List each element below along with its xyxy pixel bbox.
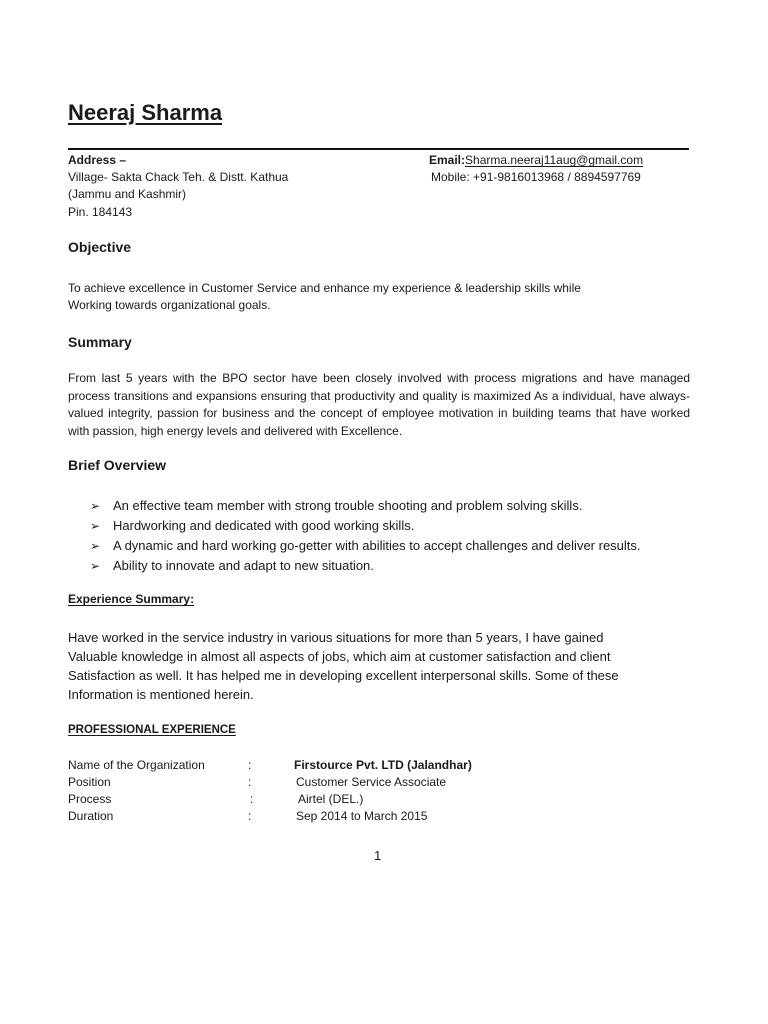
arrow-bullet-icon: ➢ xyxy=(90,499,101,513)
row-colon: : xyxy=(248,758,252,772)
list-item xyxy=(90,496,641,516)
row-colon: : xyxy=(248,775,252,789)
overview-list xyxy=(90,496,641,576)
list-item xyxy=(90,556,641,576)
professional-experience-heading: PROFESSIONAL EXPERIENCE xyxy=(68,724,236,736)
address-label: Address – xyxy=(68,153,127,167)
row-value: Customer Service Associate xyxy=(296,775,447,789)
address-line-1: Village- Sakta Chack Teh. & Distt. Kathua xyxy=(68,170,289,184)
row-colon: : xyxy=(250,792,254,806)
list-item xyxy=(90,516,641,536)
row-label: Duration xyxy=(68,809,114,823)
overview-item-text: A dynamic and hard working go-getter with abilities to accept challenges and deliver results. xyxy=(113,538,641,553)
objective-line-2: Working towards organizational goals. xyxy=(68,298,271,312)
overview-item-text: Hardworking and dedicated with good working skills. xyxy=(113,518,415,533)
summary-heading: Summary xyxy=(68,334,132,350)
objective-heading: Objective xyxy=(68,239,132,255)
email-link[interactable]: Sharma.neeraj11aug@gmail.com xyxy=(465,153,644,167)
experience-summary-heading: Experience Summary: xyxy=(68,592,195,606)
overview-item-text: Ability to innovate and adapt to new situation. xyxy=(113,558,374,573)
email-row xyxy=(429,152,643,169)
row-value: Airtel (DEL.) xyxy=(298,792,364,806)
overview-heading: Brief Overview xyxy=(68,457,167,473)
experience-line: Have worked in the service industry in various situations for more than 5 years, I have gained xyxy=(68,630,604,645)
row-label: Process xyxy=(68,792,112,806)
row-value: Sep 2014 to March 2015 xyxy=(296,809,428,823)
experience-line: Valuable knowledge in almost all aspects of jobs, which aim at customer satisfaction and client xyxy=(68,649,611,664)
overview-item-text: An effective team member with strong trouble shooting and problem solving skills. xyxy=(113,498,583,513)
objective-line-1: To achieve excellence in Customer Service and enhance my experience & leadership skills while xyxy=(68,281,581,295)
candidate-name: Neeraj Sharma xyxy=(68,100,223,125)
address-line-2: (Jammu and Kashmir) xyxy=(68,187,187,201)
arrow-bullet-icon: ➢ xyxy=(90,539,101,553)
list-item xyxy=(90,536,641,556)
experience-line: Satisfaction as well. It has helped me in developing excellent interpersonal skills. Some of these xyxy=(68,668,619,683)
email-label: Email: xyxy=(429,153,466,167)
row-colon: : xyxy=(248,809,252,823)
address-line-3: Pin. 184143 xyxy=(68,205,133,219)
row-label: Name of the Organization xyxy=(68,758,205,772)
header-divider xyxy=(68,148,689,150)
row-label: Position xyxy=(68,775,111,789)
mobile-number: Mobile: +91-9816013968 / 8894597769 xyxy=(431,170,641,184)
arrow-bullet-icon: ➢ xyxy=(90,559,101,573)
summary-text: From last 5 years with the BPO sector have been closely involved with process migrations and have managed process transitions and expansions ensuring that productivity and quality is maximized As a individual, have always-valued integrity, passion for business and the concept of employee motivation in building teams that have worked with passion, high energy levels and delivered with Excellence. xyxy=(68,371,690,438)
experience-summary-text xyxy=(68,628,619,704)
arrow-bullet-icon: ➢ xyxy=(90,519,101,533)
row-value: Firstource Pvt. LTD (Jalandhar) xyxy=(294,758,472,772)
experience-line: Information is mentioned herein. xyxy=(68,687,254,702)
page-number: 1 xyxy=(374,848,382,863)
